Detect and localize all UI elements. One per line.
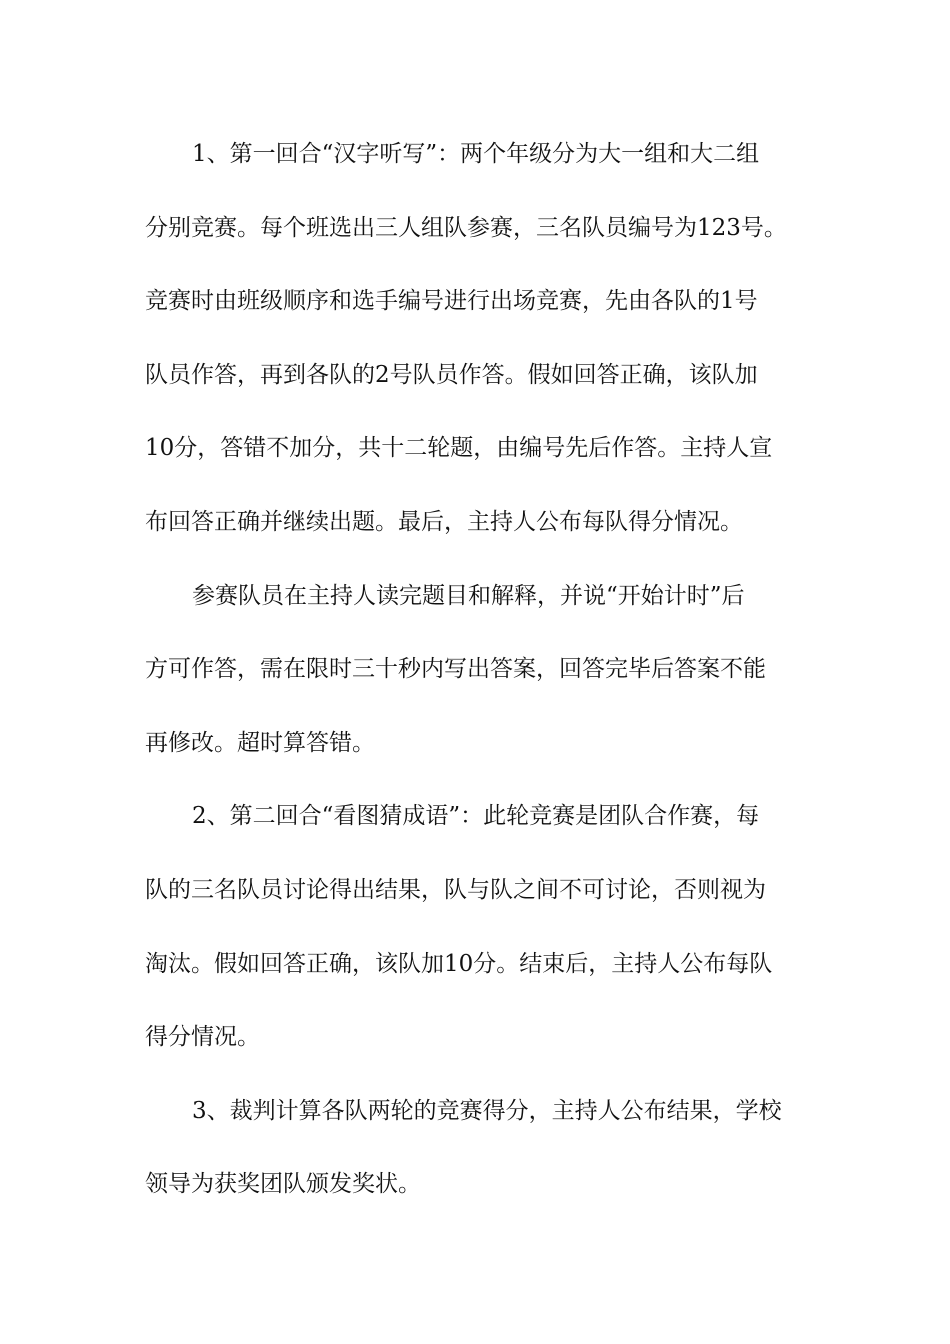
text-line: 10分，答错不加分，共十二轮题，由编号先后作答。主持人宣 — [145, 435, 773, 462]
text-line: 3、裁判计算各队两轮的竞赛得分，主持人公布结果，学校 — [192, 1097, 782, 1124]
paragraph-scoring — [145, 1075, 810, 1222]
paragraph-round-one — [145, 118, 810, 560]
paragraph-answer-rules — [145, 560, 810, 781]
text-line: 领导为获奖团队颁发奖状。 — [145, 1171, 421, 1198]
text-line: 淘汰。假如回答正确，该队加10分。结束后，主持人公布每队 — [145, 950, 773, 977]
text-line: 得分情况。 — [145, 1024, 260, 1051]
text-line: 再修改。超时算答错。 — [145, 729, 375, 756]
text-line: 1、第一回合“汉字听写”：两个年级分为大一组和大二组 — [192, 141, 760, 167]
text-line: 2、第二回合“看图猜成语”：此轮竞赛是团队合作赛，每 — [192, 803, 760, 830]
text-line: 队的三名队员讨论得出结果，队与队之间不可讨论，否则视为 — [145, 876, 766, 903]
text-line: 布回答正确并继续出题。最后，主持人公布每队得分情况。 — [145, 508, 743, 535]
text-line: 竞赛时由班级顺序和选手编号进行出场竞赛，先由各队的1号 — [145, 288, 758, 315]
text-line: 参赛队员在主持人读完题目和解释，并说“开始计时”后 — [192, 582, 745, 609]
text-line: 队员作答，再到各队的2号队员作答。假如回答正确，该队加 — [145, 361, 758, 388]
text-line: 方可作答，需在限时三十秒内写出答案，回答完毕后答案不能 — [145, 656, 766, 683]
paragraph-round-two — [145, 780, 810, 1074]
text-line: 分别竞赛。每个班选出三人组队参赛，三名队员编号为123号。 — [145, 214, 787, 241]
document-body — [145, 118, 810, 1222]
